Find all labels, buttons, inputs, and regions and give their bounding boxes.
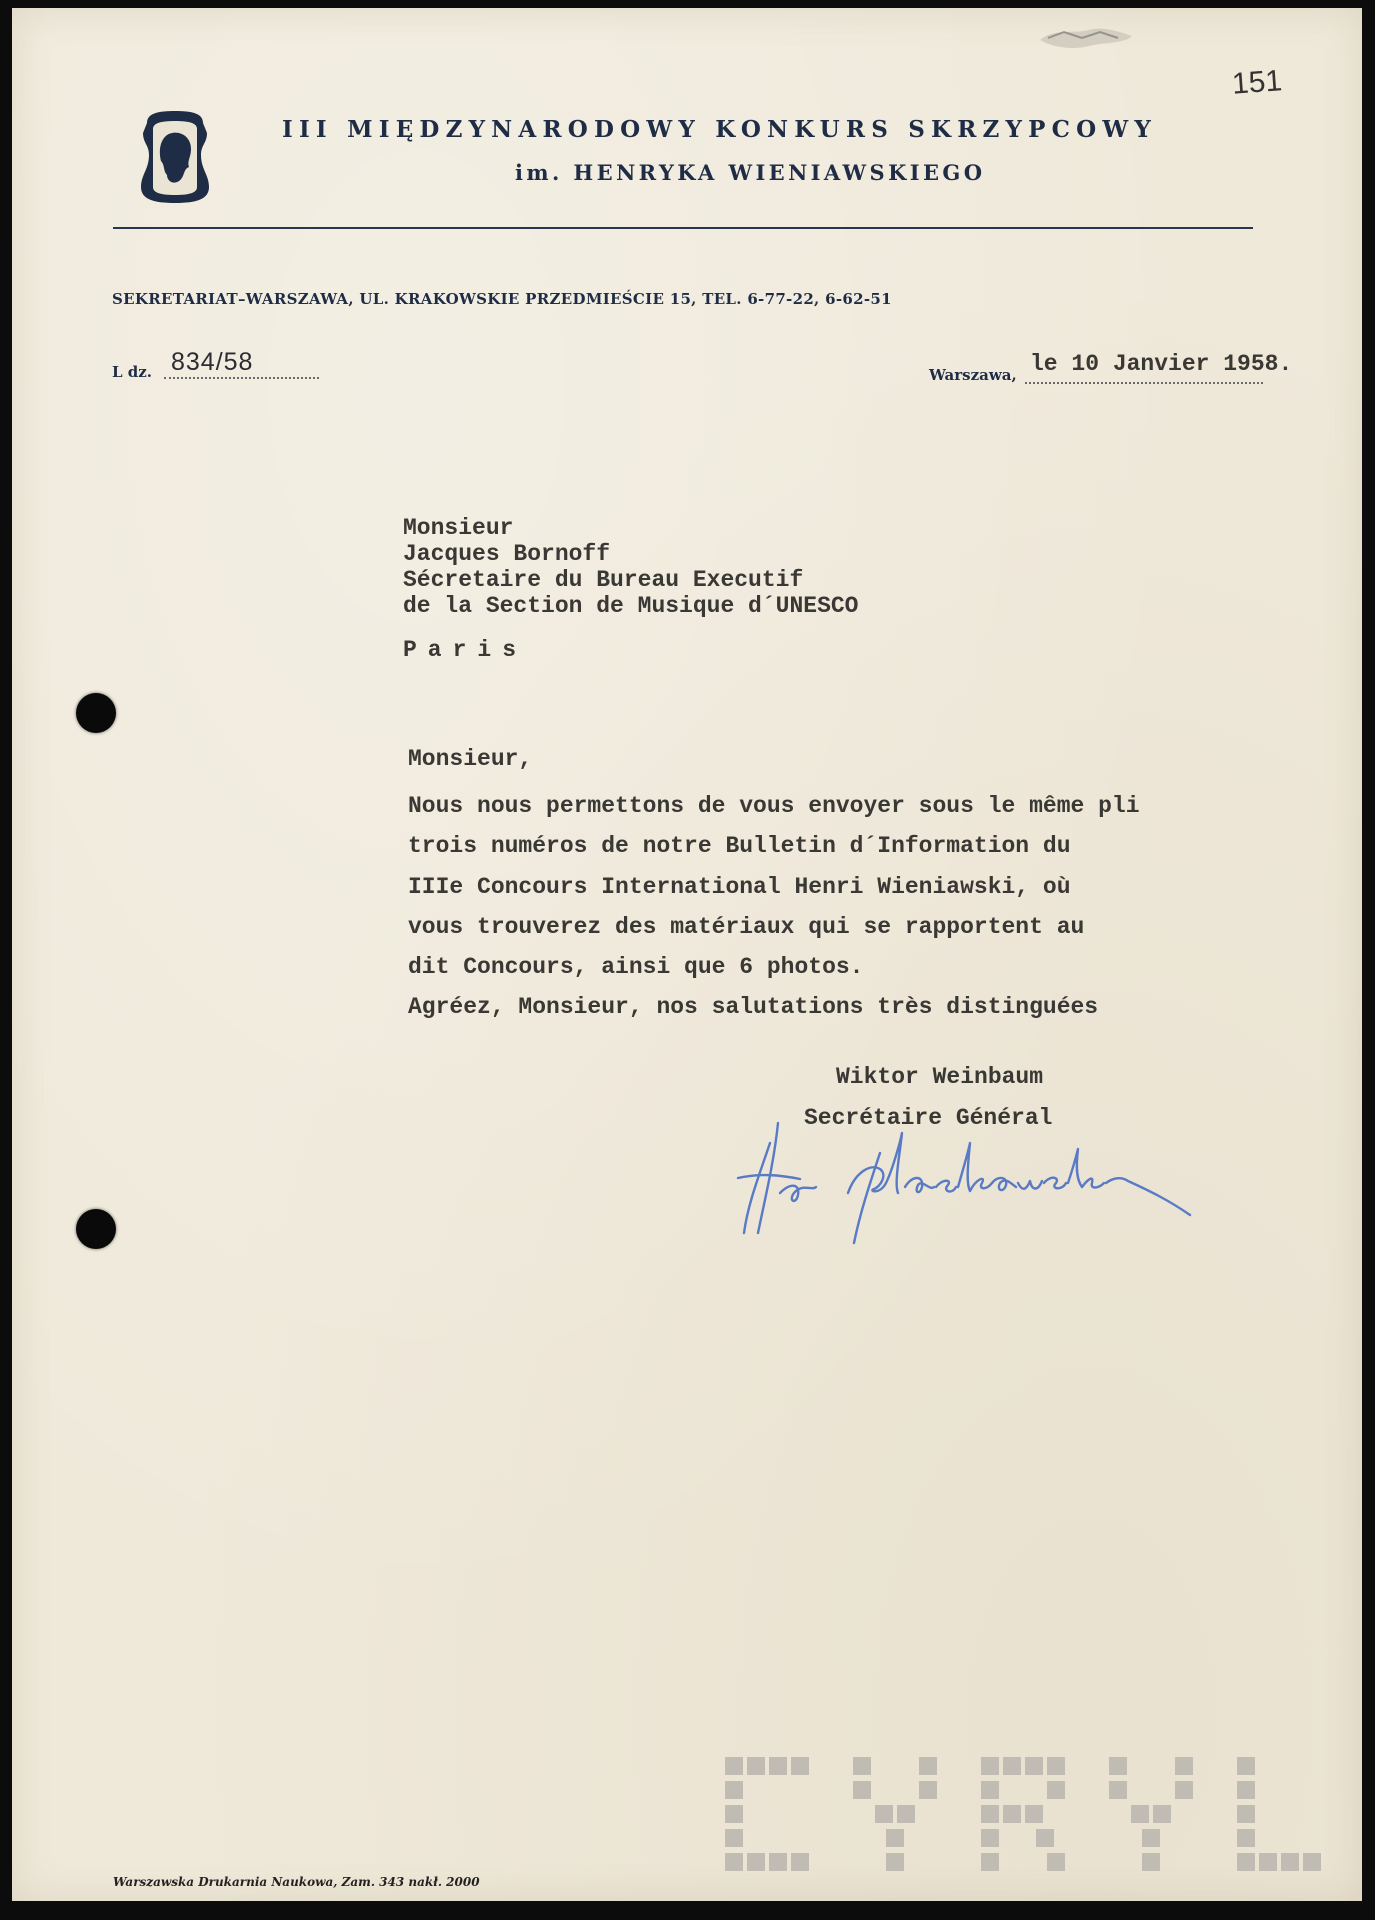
recipient-line: Jacques Bornoff	[403, 541, 611, 567]
recipient-address	[403, 515, 858, 619]
punch-hole	[76, 693, 116, 733]
recipient-line: Sécretaire du Bureau Executif	[403, 567, 804, 593]
letterhead-subtitle: im. HENRYKA WIENIAWSKIEGO	[515, 160, 986, 185]
recipient-city: Paris	[403, 637, 528, 663]
salutation: Monsieur,	[408, 746, 533, 772]
body-line: vous trouverez des matériaux qui se rapportent au	[408, 913, 1085, 940]
body-line: Nous nous permettons de vous envoyer sous le même pli	[408, 793, 1140, 819]
reference-number: 834/58	[171, 348, 254, 376]
reference-dotted-line	[164, 377, 319, 379]
letter-date: le 10 Janvier 1958.	[1030, 351, 1293, 377]
punch-hole	[76, 1209, 116, 1249]
printer-imprint: Warszawska Drukarnia Naukowa, Zam. 343 nakł. 2000	[113, 1875, 480, 1889]
letterhead-address: SEKRETARIAT–WARSZAWA, UL. KRAKOWSKIE PRZEDMIEŚCIE 15, TEL. 6-77-22, 6-62-51	[112, 290, 892, 308]
handwritten-signature	[730, 1083, 1200, 1258]
archive-number: 151	[1230, 64, 1284, 101]
recipient-line: de la Section de Musique d´UNESCO	[403, 593, 859, 619]
stamp-smudge	[1034, 20, 1138, 54]
competition-logo-icon	[137, 109, 213, 205]
signatory-name: Wiktor Weinbaum	[836, 1064, 1044, 1090]
letter-sheet	[12, 8, 1362, 1901]
body-line: trois numéros de notre Bulletin d´Information du	[408, 833, 1071, 860]
letter-body	[408, 786, 1140, 1028]
signatory-title: Secrétaire Général	[804, 1105, 1053, 1131]
cyryl-watermark	[725, 1757, 1339, 1871]
body-line: IIIe Concours International Henri Wieniawski, où	[408, 873, 1071, 900]
letterhead-title: III MIĘDZYNARODOWY KONKURS SKRZYPCOWY	[282, 116, 1158, 143]
recipient-line: Monsieur	[403, 515, 514, 541]
letterhead-rule	[113, 227, 1253, 229]
reference-label: L dz.	[112, 363, 152, 381]
place-label: Warszawa,	[929, 366, 1017, 384]
body-line: dit Concours, ainsi que 6 photos.	[408, 954, 864, 981]
body-line: Agréez, Monsieur, nos salutations très distinguées	[408, 994, 1099, 1021]
date-dotted-line	[1025, 382, 1263, 384]
